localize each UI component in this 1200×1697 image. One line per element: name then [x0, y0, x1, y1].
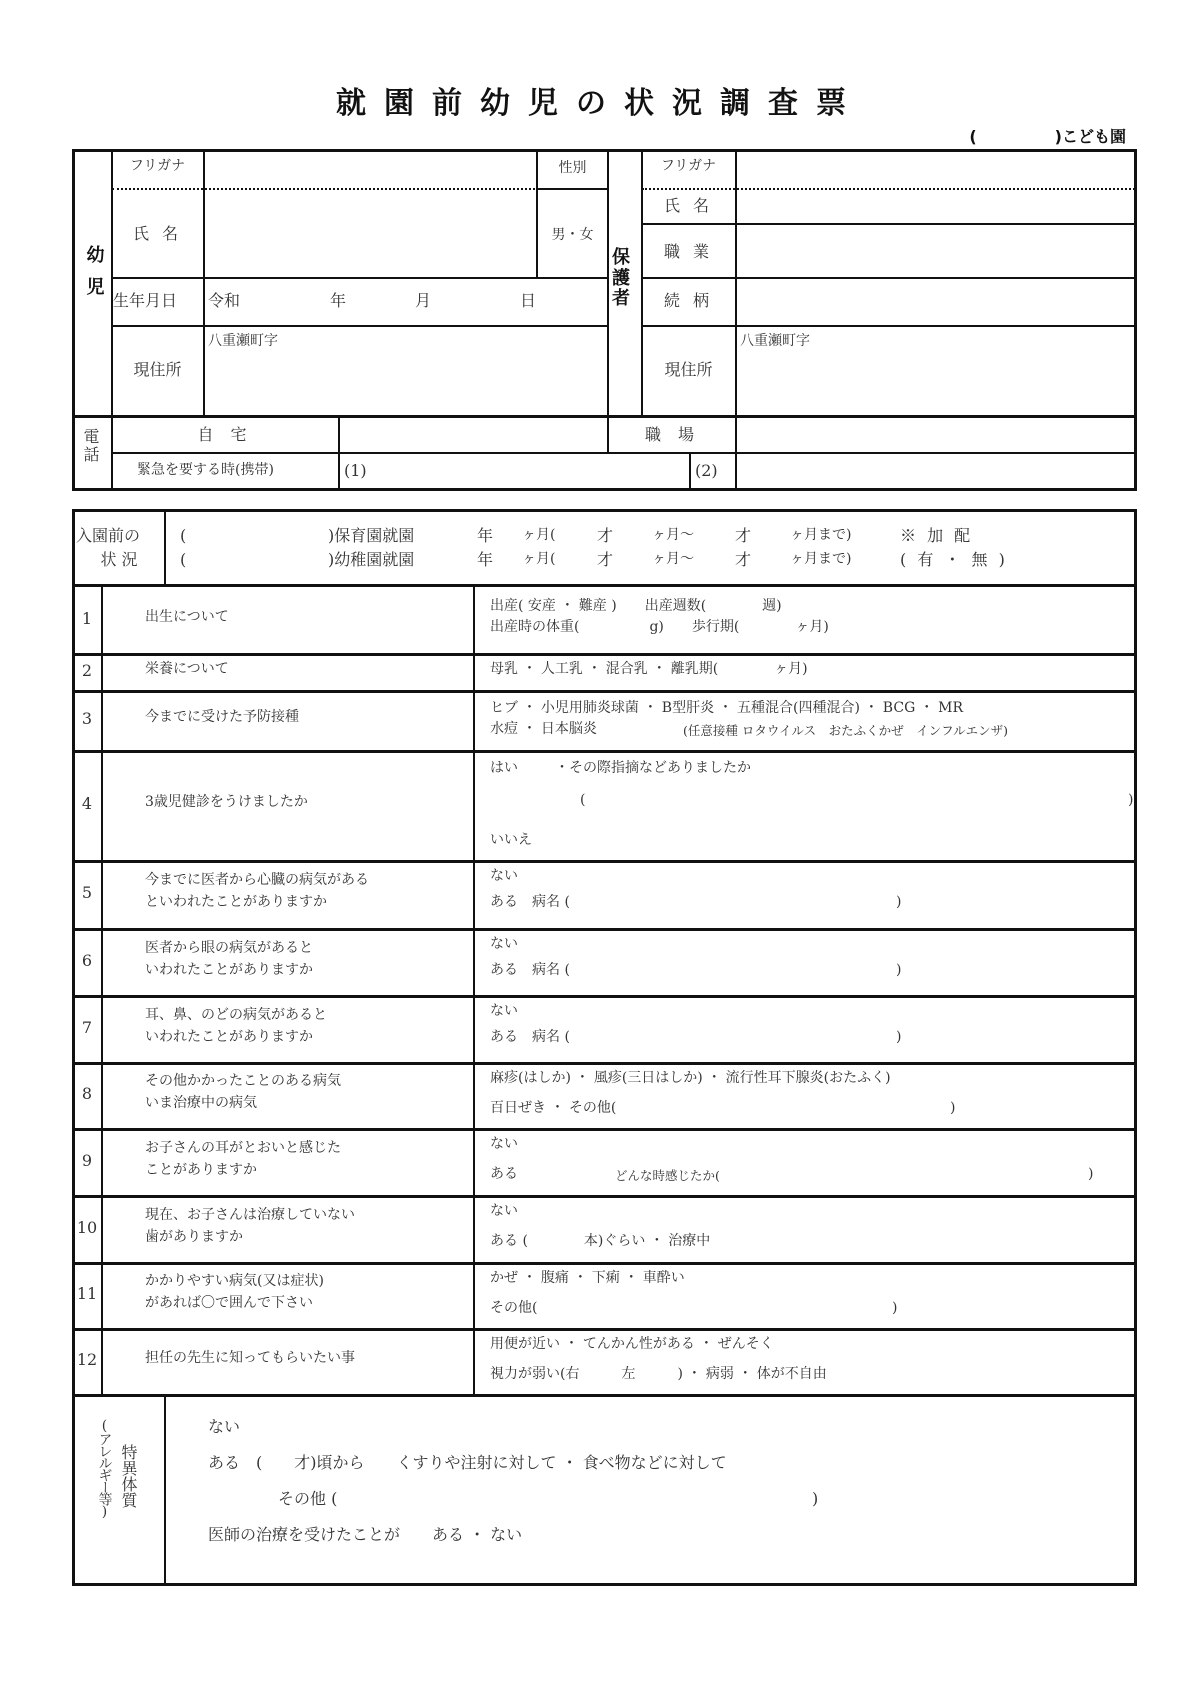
answer-options[interactable]: 麻疹(はしか) ・ 風疹(三日はしか) ・ 流行性耳下腺炎(おたふく) [490, 1070, 891, 1086]
gender-label: 性別 [558, 160, 587, 176]
gender-options[interactable]: 男・女 [551, 227, 594, 243]
child-section-label: 幼児 [83, 245, 105, 309]
answer-close: ) [1128, 792, 1134, 808]
question-text: いわれたことがありますか [145, 961, 313, 978]
answer-disease-name[interactable]: ある 病名 ( [490, 894, 570, 910]
answer-line[interactable]: 視力が弱い(右 左 ) ・ 病弱 ・ 体が不自由 [490, 1366, 827, 1382]
guardian-address-input[interactable]: 八重瀬町字 [740, 333, 810, 349]
question-number: 4 [81, 794, 93, 813]
question-text: 現在、お子さんは治療していない [145, 1206, 355, 1223]
nursery-age1: 才 [597, 526, 614, 545]
question-text: お子さんの耳がとおいと感じた [145, 1139, 341, 1156]
kindergarten-mon1: ヶ月〜 [652, 551, 694, 567]
question-text: があれば〇で囲んで下さい [145, 1295, 313, 1311]
question-number: 10 [76, 1217, 98, 1237]
question-text: 今までに受けた予防接種 [145, 709, 299, 725]
emergency-phone-label: 緊急を要する時(携帯) [137, 462, 274, 478]
emergency-phone-1[interactable]: (1) [344, 461, 367, 480]
answer-yes[interactable]: はい [490, 760, 518, 776]
phone-section-label: 電話 [81, 428, 100, 464]
child-furigana-label: フリガナ [129, 158, 186, 174]
guardian-relationship-label: 続 柄 [663, 291, 714, 310]
kindergarten-age2: 才 [735, 550, 752, 569]
nursery-month: ヶ月( [522, 527, 556, 543]
question-number: 9 [81, 1150, 93, 1170]
answer-close: ) [1088, 1166, 1094, 1182]
birthdate-label: 生年月日 [113, 291, 178, 310]
birthdate-day[interactable]: 日 [520, 291, 537, 310]
question-text: いま治療中の病気 [145, 1095, 257, 1111]
emergency-phone-2[interactable]: (2) [695, 461, 718, 480]
answer-optional-vaccines[interactable]: (任意接種 ロタウイルス おたふくかぜ インフルエンザ) [683, 723, 1008, 738]
kindergarten-name: )幼稚園就園 [328, 550, 415, 569]
kindergarten-year: 年 [477, 550, 494, 569]
kindergarten-mon2: ヶ月まで) [790, 551, 852, 567]
answer-disease-name[interactable]: ある 病名 ( [490, 962, 570, 978]
answer-line[interactable]: ある ( 本)ぐらい ・ 治療中 [490, 1233, 711, 1249]
allergy-other-close: ) [812, 1489, 819, 1508]
pre-enrollment-label-2: 状 況 [100, 550, 138, 569]
nursery-open: ( [180, 526, 187, 545]
nursery-name: )保育園就園 [328, 526, 415, 545]
question-text: かかりやすい病気(又は症状) [145, 1273, 324, 1289]
nursery-year: 年 [477, 526, 494, 545]
answer-line[interactable]: 出産( 安産 ・ 難産 ) 出産週数( 週) [490, 598, 782, 614]
birthdate-month[interactable]: 月 [415, 291, 432, 310]
page-title: 就園前幼児の状況調査票 [336, 86, 864, 121]
child-name-label: 氏 名 [132, 224, 183, 243]
question-number: 3 [81, 709, 93, 728]
question-text: 栄養について [145, 660, 229, 677]
answer-close: ) [896, 894, 902, 910]
extra-staff-options[interactable]: ( 有 ・ 無 ) [900, 550, 1008, 569]
work-phone-label: 職 場 [644, 425, 701, 444]
answer-line[interactable]: ない [490, 1203, 518, 1219]
allergy-yes[interactable]: ある ( 才)頃から くすりや注射に対して ・ 食べ物などに対して [208, 1453, 727, 1472]
answer-none[interactable]: ない [490, 868, 518, 884]
answer-no[interactable]: いいえ [490, 832, 532, 848]
allergy-sub-label: (アレルギー等) [96, 1418, 113, 1518]
nursery-mon1: ヶ月〜 [652, 527, 694, 543]
question-number: 11 [76, 1284, 98, 1303]
guardian-occupation-label: 職 業 [663, 242, 714, 261]
question-number: 7 [81, 1017, 93, 1037]
child-furigana-input[interactable] [206, 152, 534, 186]
answer-yes[interactable]: ある [490, 1166, 518, 1182]
question-text: 歯がありますか [145, 1228, 243, 1245]
answer-close: ) [896, 962, 902, 978]
guardian-furigana-input[interactable] [738, 152, 1133, 186]
answer-open[interactable]: ( [580, 792, 586, 808]
question-text: いわれたことがありますか [145, 1028, 313, 1045]
answer-none[interactable]: ない [490, 1136, 518, 1152]
answer-none[interactable]: ない [490, 1003, 518, 1019]
home-phone-label: 自 宅 [197, 425, 253, 444]
question-text: 出生について [145, 608, 229, 625]
answer-line[interactable]: 用便が近い ・ てんかん性がある ・ ぜんそく [490, 1336, 774, 1352]
answer-close: ) [892, 1300, 898, 1316]
question-text: その他かかったことのある病気 [145, 1073, 341, 1089]
question-number: 12 [76, 1350, 98, 1369]
nursery-mon2: ヶ月まで) [790, 527, 852, 543]
answer-line[interactable]: 母乳 ・ 人工乳 ・ 混合乳 ・ 離乳期( ヶ月) [490, 660, 808, 677]
question-number: 2 [81, 660, 93, 680]
question-text: 3歳児健診をうけましたか [145, 794, 308, 810]
child-address-label: 現住所 [133, 360, 182, 379]
extra-staff-label: ※ 加 配 [900, 526, 974, 545]
kindergarten-age1: 才 [597, 550, 614, 569]
question-number: 6 [81, 950, 93, 970]
kindergarten-open: ( [180, 550, 187, 569]
guardian-name-label: 氏 名 [663, 196, 714, 215]
question-text: 今までに医者から心臓の病気がある [145, 872, 369, 888]
guardian-address-label: 現住所 [664, 360, 713, 379]
question-text: といわれたことがありますか [145, 894, 327, 910]
allergy-doctor-treatment[interactable]: 医師の治療を受けたことが ある ・ ない [208, 1525, 523, 1544]
question-number: 5 [81, 883, 93, 902]
answer-close: ) [896, 1029, 902, 1045]
question-number: 8 [81, 1084, 93, 1103]
pre-enrollment-label-1: 入園前の [76, 526, 141, 545]
answer-options[interactable]: かぜ ・ 腹痛 ・ 下痢 ・ 車酔い [490, 1270, 685, 1286]
nursery-age2: 才 [735, 526, 752, 545]
allergy-none[interactable]: ない [208, 1417, 241, 1436]
guardian-furigana-label: フリガナ [660, 158, 717, 174]
birthdate-era: 令和 [208, 291, 241, 310]
answer-disease-name[interactable]: ある 病名 ( [490, 1029, 570, 1045]
answer-when[interactable]: どんな時感じたか( [615, 1168, 720, 1183]
question-text: ことがありますか [145, 1161, 257, 1178]
allergy-other-open[interactable]: その他 ( [278, 1489, 338, 1508]
answer-line[interactable]: 出産時の体重( g) 歩行期( ヶ月) [490, 619, 829, 635]
guardian-section-label: 保護者 [612, 247, 630, 310]
answer-other[interactable]: 百日ぜき ・ その他( [490, 1100, 617, 1116]
birthdate-year[interactable]: 年 [330, 291, 347, 310]
question-number: 1 [81, 608, 93, 628]
allergy-main-label: 特異体質 [119, 1444, 138, 1508]
answer-followup: ・その際指摘などありましたか [555, 760, 751, 776]
question-text: 医者から眼の病気があると [145, 939, 313, 956]
school-name-field[interactable]: ( )こども園 [969, 127, 1126, 146]
answer-none[interactable]: ない [490, 936, 518, 952]
question-text: 担任の先生に知ってもらいたい事 [145, 1350, 355, 1366]
question-text: 耳、鼻、のどの病気があると [145, 1006, 327, 1023]
kindergarten-month: ヶ月( [522, 551, 556, 567]
answer-other[interactable]: その他( [490, 1300, 538, 1316]
child-name-input[interactable] [206, 191, 534, 275]
answer-close: ) [950, 1100, 956, 1116]
answer-vaccines-2[interactable]: 水痘 ・ 日本脳炎 [490, 721, 597, 737]
child-address-input[interactable]: 八重瀬町字 [208, 333, 278, 349]
answer-vaccines-1[interactable]: ヒブ ・ 小児用肺炎球菌 ・ B型肝炎 ・ 五種混合(四種混合) ・ BCG ・ MR [490, 700, 964, 716]
